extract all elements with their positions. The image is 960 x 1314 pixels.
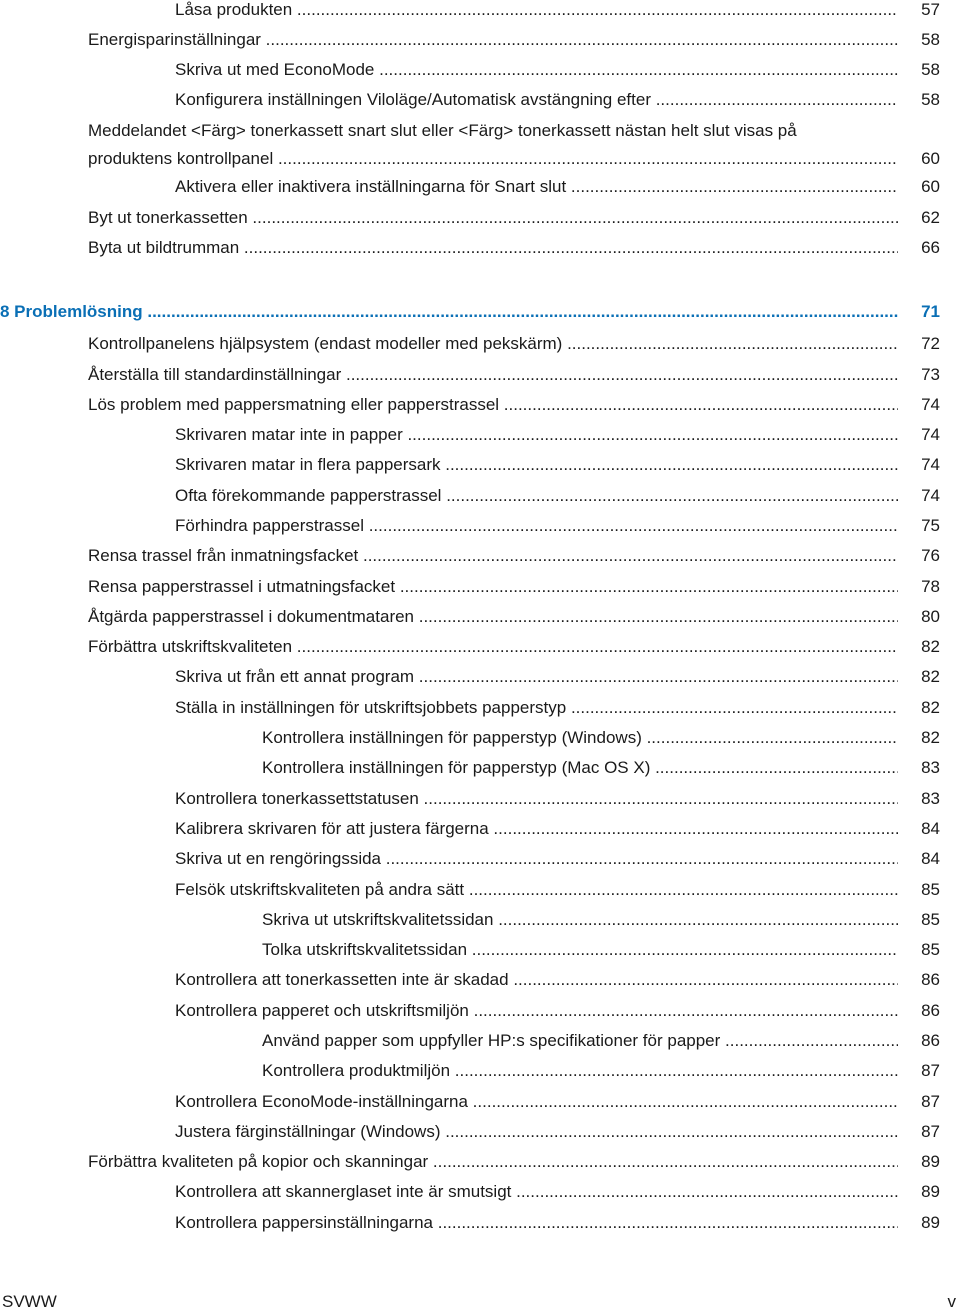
toc-entry-title: Kalibrera skrivaren för att justera färgerna ..... bbox=[175, 816, 940, 842]
toc-entry-title: Kontrollera papperet och utskriftsmiljön ..... bbox=[175, 998, 940, 1024]
toc-page-number: 89 bbox=[898, 1210, 940, 1236]
toc-page-number: 74 bbox=[898, 483, 940, 509]
toc-entry-title: Kontrollera pappersinställningarna ..... bbox=[175, 1210, 940, 1236]
toc-entry-title: Skriva ut en rengöringssida ..... bbox=[175, 846, 940, 872]
toc-entry[interactable] bbox=[88, 205, 940, 231]
toc-entry[interactable] bbox=[175, 513, 940, 539]
toc-page-number: 72 bbox=[898, 331, 940, 357]
toc-page-number: 87 bbox=[898, 1119, 940, 1145]
toc-entry-title: Förhindra papperstrassel ..... bbox=[175, 513, 940, 539]
toc-page-number: 83 bbox=[898, 786, 940, 812]
toc-page-number: 84 bbox=[898, 846, 940, 872]
toc-entry[interactable] bbox=[175, 877, 940, 903]
toc-page-number: 74 bbox=[898, 452, 940, 478]
toc-page-number: 60 bbox=[898, 145, 940, 173]
toc-entry[interactable] bbox=[88, 362, 940, 388]
toc-entry[interactable] bbox=[175, 422, 940, 448]
toc-page-number: 76 bbox=[898, 543, 940, 569]
toc-entry[interactable] bbox=[88, 27, 940, 53]
toc-page-number: 71 bbox=[898, 299, 940, 325]
toc-entry-title-continued: produktens kontrollpanel ..... bbox=[88, 145, 940, 173]
toc-page-number: 62 bbox=[898, 205, 940, 231]
toc-page-number: 87 bbox=[898, 1089, 940, 1115]
toc-entry[interactable] bbox=[262, 1058, 940, 1084]
toc-entry[interactable] bbox=[175, 1119, 940, 1145]
toc-entry-title: Byta ut bildtrumman ..... bbox=[88, 235, 940, 261]
toc-entry[interactable] bbox=[175, 174, 940, 200]
toc-page-number: 60 bbox=[898, 174, 940, 200]
toc-page-number: 58 bbox=[898, 57, 940, 83]
toc-entry[interactable] bbox=[175, 816, 940, 842]
toc-entry-title: Felsök utskriftskvaliteten på andra sätt ..... bbox=[175, 877, 940, 903]
toc-page-number: 85 bbox=[898, 907, 940, 933]
toc-entry-title: Rensa papperstrassel i utmatningsfacket ..... bbox=[88, 574, 940, 600]
toc-entry-title: Lös problem med pappersmatning eller papperstrassel ..... bbox=[88, 392, 940, 418]
toc-entry[interactable] bbox=[262, 725, 940, 751]
toc-entry[interactable] bbox=[175, 1089, 940, 1115]
toc-page-number: 83 bbox=[898, 755, 940, 781]
toc-entry-title: Skriva ut från ett annat program ..... bbox=[175, 664, 940, 690]
toc-entry[interactable] bbox=[88, 543, 940, 569]
toc-page-number: 80 bbox=[898, 604, 940, 630]
toc-chapter-entry[interactable] bbox=[0, 299, 940, 325]
toc-page-number: 74 bbox=[898, 392, 940, 418]
toc-entry-title: 8 Problemlösning ..... bbox=[0, 299, 940, 325]
toc-entry-title: Använd papper som uppfyller HP:s specifikationer för papper ..... bbox=[262, 1028, 940, 1054]
toc-entry[interactable] bbox=[88, 392, 940, 418]
toc-entry[interactable] bbox=[175, 87, 940, 113]
toc-entry[interactable] bbox=[175, 967, 940, 993]
toc-entry[interactable] bbox=[175, 57, 940, 83]
toc-page-number: 82 bbox=[898, 725, 940, 751]
toc-entry-title: Rensa trassel från inmatningsfacket ..... bbox=[88, 543, 940, 569]
toc-page-number: 86 bbox=[898, 998, 940, 1024]
toc-page-number: 84 bbox=[898, 816, 940, 842]
toc-entry[interactable] bbox=[175, 1179, 940, 1205]
toc-page-number: 58 bbox=[898, 27, 940, 53]
toc-page-number: 82 bbox=[898, 695, 940, 721]
toc-page-number: 82 bbox=[898, 664, 940, 690]
toc-entry[interactable] bbox=[175, 483, 940, 509]
toc-entry[interactable] bbox=[88, 574, 940, 600]
toc-page-number: 87 bbox=[898, 1058, 940, 1084]
toc-page-number: 86 bbox=[898, 1028, 940, 1054]
toc-entry[interactable] bbox=[175, 786, 940, 812]
toc-page-number: 73 bbox=[898, 362, 940, 388]
toc-page-number: 82 bbox=[898, 634, 940, 660]
toc-page-number: 89 bbox=[898, 1149, 940, 1175]
toc-entry-title: Meddelandet <Färg> tonerkassett snart slut eller <Färg> tonerkassett nästan helt slut visas på bbox=[88, 121, 797, 140]
toc-entry[interactable] bbox=[88, 604, 940, 630]
toc-entry-title: Ofta förekommande papperstrassel ..... bbox=[175, 483, 940, 509]
toc-entry[interactable] bbox=[175, 0, 940, 23]
toc-entry[interactable] bbox=[262, 937, 940, 963]
toc-entry-title: Tolka utskriftskvalitetssidan ..... bbox=[262, 937, 940, 963]
footer-page-number: v bbox=[947, 1292, 956, 1311]
toc-page-number: 86 bbox=[898, 967, 940, 993]
toc-entry-title: Åtgärda papperstrassel i dokumentmataren ..... bbox=[88, 604, 940, 630]
toc-entry-title: Byt ut tonerkassetten ..... bbox=[88, 205, 940, 231]
toc-entry-title: Förbättra utskriftskvaliteten ..... bbox=[88, 634, 940, 660]
toc-entry-title: Kontrollera att skannerglaset inte är smutsigt ..... bbox=[175, 1179, 940, 1205]
toc-entry[interactable] bbox=[175, 695, 940, 721]
toc-page-number: 66 bbox=[898, 235, 940, 261]
toc-entry-title: Aktivera eller inaktivera inställningarna för Snart slut ..... bbox=[175, 174, 940, 200]
toc-page-number: 57 bbox=[898, 0, 940, 23]
toc-entry-title: Skriva ut utskriftskvalitetssidan ..... bbox=[262, 907, 940, 933]
toc-entry-title: Förbättra kvaliteten på kopior och skanningar ..... bbox=[88, 1149, 940, 1175]
toc-entry[interactable] bbox=[175, 452, 940, 478]
toc-entry-title: Kontrollpanelens hjälpsystem (endast modeller med pekskärm) ..... bbox=[88, 331, 940, 357]
toc-page-number: 58 bbox=[898, 87, 940, 113]
toc-entry-title: Kontrollera produktmiljön ..... bbox=[262, 1058, 940, 1084]
toc-entry[interactable] bbox=[88, 235, 940, 261]
toc-entry-title: Skrivaren matar inte in papper ..... bbox=[175, 422, 940, 448]
toc-entry[interactable] bbox=[175, 664, 940, 690]
toc-entry-title: Justera färginställningar (Windows) ..... bbox=[175, 1119, 940, 1145]
toc-entry-title: Kontrollera EconoMode-inställningarna ..... bbox=[175, 1089, 940, 1115]
toc-entry-title: Låsa produkten ..... bbox=[175, 0, 940, 23]
toc-entry-title: Konfigurera inställningen Viloläge/Automatisk avstängning efter ..... bbox=[175, 87, 940, 113]
toc-entry[interactable] bbox=[175, 846, 940, 872]
toc-entry-title: Återställa till standardinställningar ..... bbox=[88, 362, 940, 388]
toc-entry[interactable] bbox=[175, 998, 940, 1024]
toc-entry-title: Kontrollera inställningen för papperstyp (Windows) ..... bbox=[262, 725, 940, 751]
toc-page-number: 85 bbox=[898, 877, 940, 903]
toc-entry[interactable] bbox=[88, 1149, 940, 1175]
toc-page-number: 89 bbox=[898, 1179, 940, 1205]
toc-entry-title: Kontrollera tonerkassettstatusen ..... bbox=[175, 786, 940, 812]
toc-page-number: 74 bbox=[898, 422, 940, 448]
toc-entry[interactable] bbox=[175, 1210, 940, 1236]
toc-entry[interactable] bbox=[262, 755, 940, 781]
toc-entry[interactable] bbox=[88, 331, 940, 357]
toc-entry[interactable] bbox=[88, 634, 940, 660]
toc-entry[interactable] bbox=[262, 1028, 940, 1054]
footer-left-label: SVWW bbox=[2, 1292, 57, 1311]
toc-entry-title: Skriva ut med EconoMode ..... bbox=[175, 57, 940, 83]
toc-entry-title: Skrivaren matar in flera pappersark ..... bbox=[175, 452, 940, 478]
toc-page-number: 75 bbox=[898, 513, 940, 539]
toc-page-number: 85 bbox=[898, 937, 940, 963]
toc-entry[interactable] bbox=[88, 117, 940, 173]
toc-entry-title: Ställa in inställningen för utskriftsjobbets papperstyp ..... bbox=[175, 695, 940, 721]
toc-entry[interactable] bbox=[262, 907, 940, 933]
toc-entry-title: Kontrollera inställningen för papperstyp (Mac OS X) ..... bbox=[262, 755, 940, 781]
toc-entry-title: Kontrollera att tonerkassetten inte är skadad ..... bbox=[175, 967, 940, 993]
toc-entry-title: Energisparinställningar ..... bbox=[88, 27, 940, 53]
toc-page-number: 78 bbox=[898, 574, 940, 600]
